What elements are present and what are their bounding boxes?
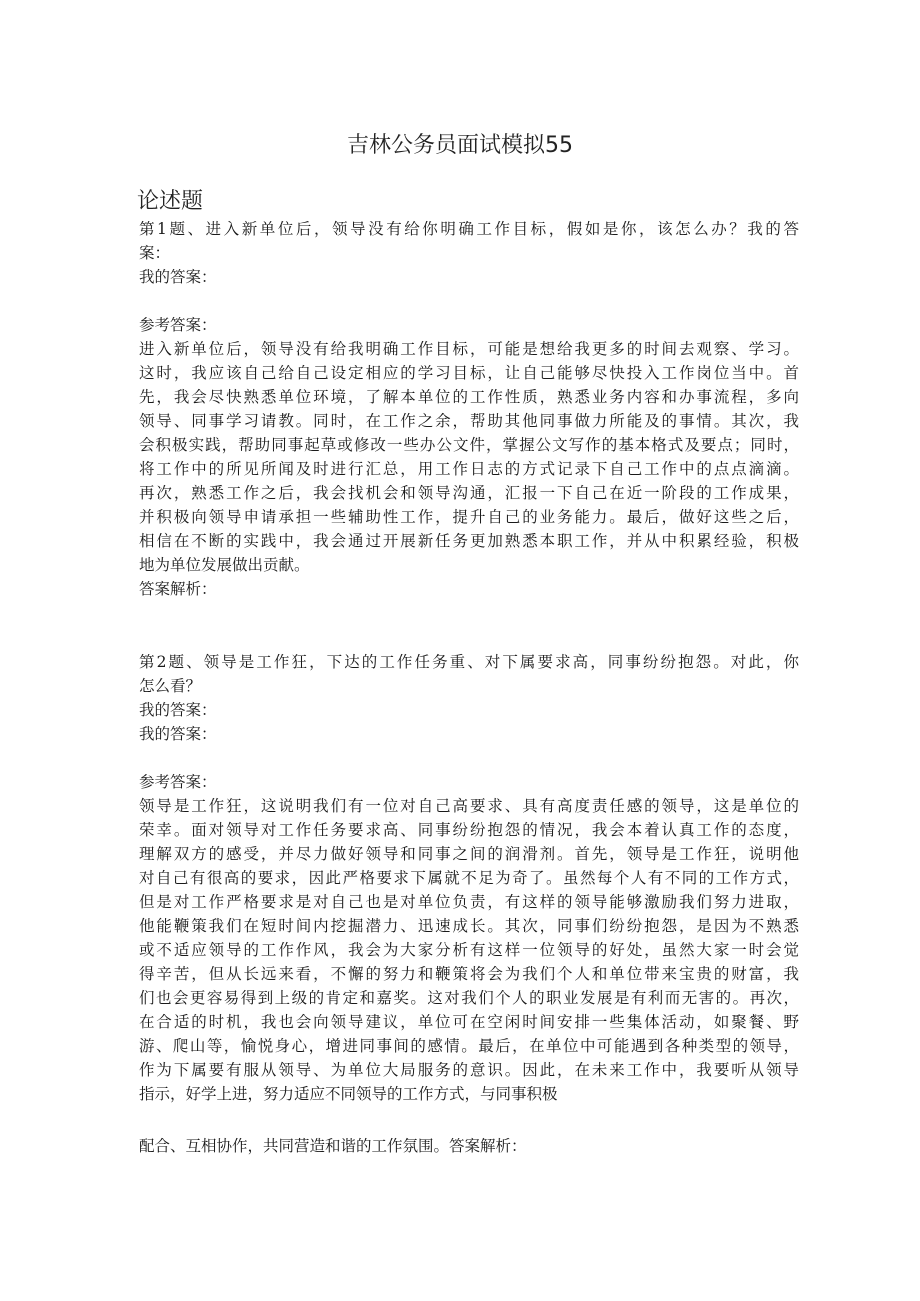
question-1-my-answer-label: 我的答案： <box>139 268 217 286</box>
question-1-reference-line: 会积极实践，帮助同事起草或修改一些办公文件，掌握公文写作的基本格式及要点；同时， <box>139 436 799 454</box>
question-1-reference-line: 并积极向领导申请承担一些辅助性工作，提升自己的业务能力。最后，做好这些之后， <box>139 508 799 526</box>
question-2-reference-line: 指示，好学上进，努力适应不同领导的工作方式，与同事积极 <box>139 1085 558 1103</box>
question-1-prompt-line: 案： <box>139 244 171 262</box>
question-2-reference-line: 得辛苦，但从长远来看，不懈的努力和鞭策将会为我们个人和单位带来宝贵的财富，我 <box>139 965 799 983</box>
question-2-reference-line: 对自己有很高的要求，因此严格要求下属就不足为奇了。虽然每个人有不同的工作方式， <box>139 869 799 887</box>
question-2-reference-line: 作为下属要有服从领导、为单位大局服务的意识。因此，在未来工作中，我要听从领导 <box>139 1061 799 1079</box>
question-2-reference-line: 游、爬山等，愉悦身心，增进同事间的感情。最后，在单位中可能遇到各种类型的领导， <box>139 1037 799 1055</box>
question-2-reference-line: 理解双方的感受，并尽力做好领导和同事之间的润滑剂。首先，领导是工作狂，说明他 <box>139 845 799 863</box>
question-1-reference-label: 参考答案： <box>139 316 217 334</box>
question-2-reference-line: 荣幸。面对领导对工作任务要求高、同事纷纷抱怨的情况，我会本着认真工作的态度， <box>139 821 799 839</box>
question-2-continuation <box>139 1134 799 1158</box>
spacer <box>139 746 799 770</box>
question-2-continuation-line: 配合、互相协作，共同营造和谐的工作氛围。答案解析： <box>139 1137 527 1155</box>
section-heading: 论述题 <box>137 189 204 214</box>
question-2-reference-label: 参考答案： <box>139 773 217 791</box>
question-2-reference-line: 他能鞭策我们在短时间内挖掘潜力、迅速成长。其次，同事们纷纷抱怨，是因为不熟悉 <box>139 917 799 935</box>
document-title: 吉林公务员面试模拟55 <box>347 133 573 158</box>
question-1-reference-line: 地为单位发展做出贡献。 <box>139 556 310 574</box>
question-1-reference-line: 再次，熟悉工作之后，我会找机会和领导沟通，汇报一下自己在近一阶段的工作成果， <box>139 484 799 502</box>
question-2-reference-line: 们也会更容易得到上级的肯定和嘉奖。这对我们个人的职业发展是有利而无害的。再次， <box>139 989 799 1007</box>
question-2-block <box>139 650 799 1106</box>
question-2-prompt-line: 怎么看？ <box>139 677 202 695</box>
spacer <box>139 289 799 313</box>
question-2-reference-line: 领导是工作狂，这说明我们有一位对自己高要求、具有高度责任感的领导，这是单位的 <box>139 797 799 815</box>
question-2-reference-line: 或不适应领导的工作作风，我会为大家分析有这样一位领导的好处，虽然大家一时会觉 <box>139 941 799 959</box>
question-1-analysis-label: 答案解析： <box>139 580 217 598</box>
question-1-reference-line: 领导、同事学习请教。同时，在工作之余，帮助其他同事做力所能及的事情。其次，我 <box>139 412 799 430</box>
question-2-my-answer-label: 我的答案： <box>139 701 217 719</box>
question-1-reference-line: 进入新单位后，领导没有给我明确工作目标，可能是想给我更多的时间去观察、学习。 <box>139 340 799 358</box>
question-1-reference-line: 将工作中的所见所闻及时进行汇总，用工作日志的方式记录下自己工作中的点点滴滴。 <box>139 460 799 478</box>
question-1-prompt-line: 第1题、进入新单位后，领导没有给你明确工作目标，假如是你，该怎么办？我的答 <box>139 220 799 238</box>
question-2-prompt-line: 第2题、领导是工作狂，下达的工作任务重、对下属要求高，同事纷纷抱怨。对此，你 <box>139 653 799 671</box>
question-2-my-answer-label: 我的答案： <box>139 725 217 743</box>
question-2-reference-line: 在合适的时机，我也会向领导建议，单位可在空闲时间安排一些集体活动，如聚餐、野 <box>139 1013 799 1031</box>
question-2-reference-line: 但是对工作严格要求是对自己也是对单位负责，有这样的领导能够激励我们努力进取， <box>139 893 799 911</box>
question-1-reference-line: 相信在不断的实践中，我会通过开展新任务更加熟悉本职工作，并从中积累经验，积极 <box>139 532 799 550</box>
question-1-block <box>139 217 799 601</box>
question-1-reference-line: 先，我会尽快熟悉单位环境，了解本单位的工作性质，熟悉业务内容和办事流程，多向 <box>139 388 799 406</box>
question-1-reference-line: 这时，我应该自己给自己设定相应的学习目标，让自己能够尽快投入工作岗位当中。首 <box>139 364 799 382</box>
